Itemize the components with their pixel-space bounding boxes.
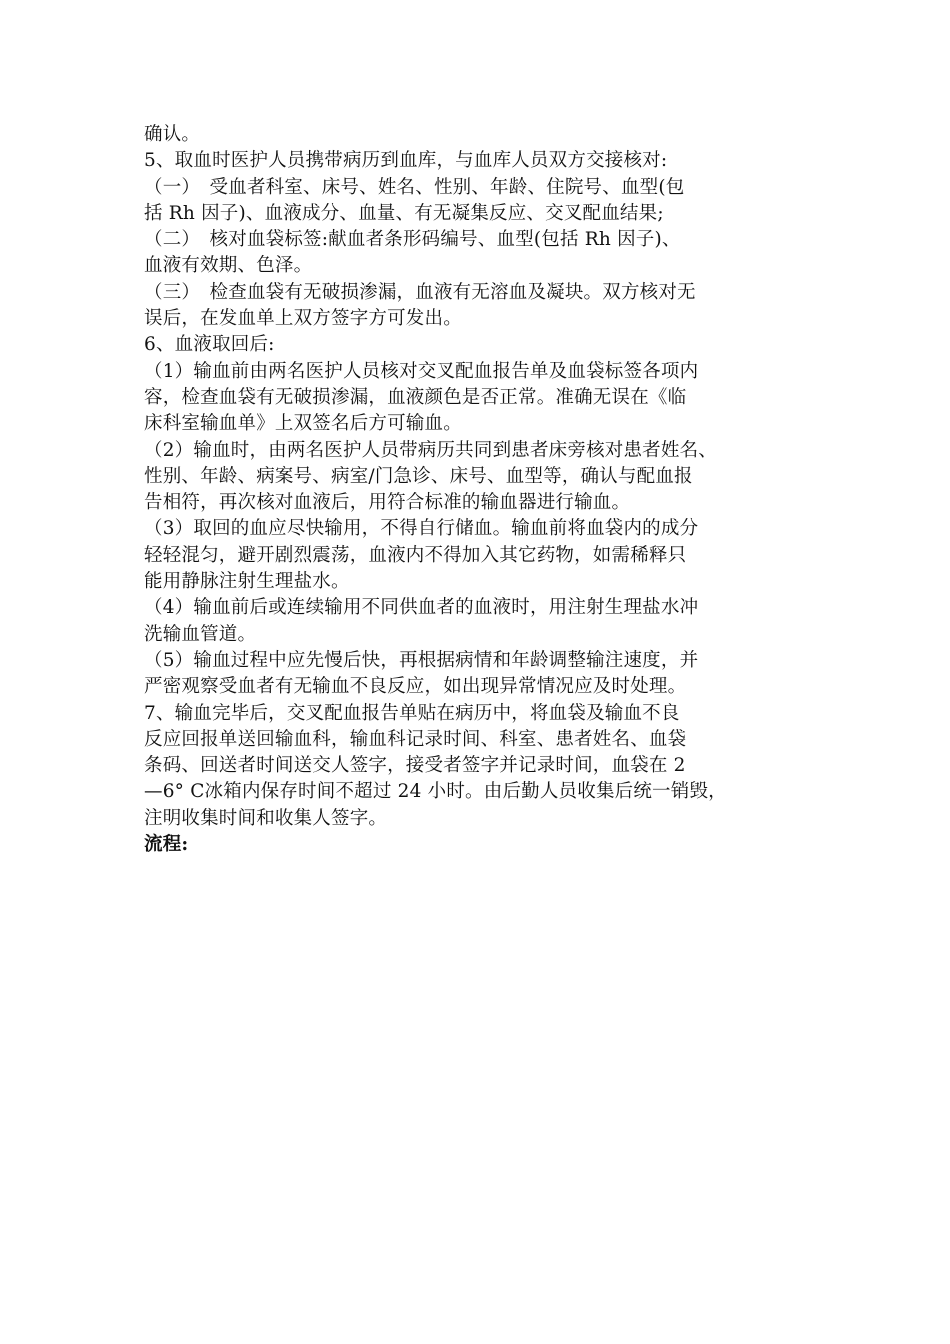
text-line: （5）输血过程中应先慢后快，再根据病情和年龄调整输注速度，并: [144, 649, 699, 671]
text-line: 性别、年龄、病案号、病室/门急诊、床号、血型等，确认与配血报: [144, 465, 693, 487]
text-line: 括 Rh 因子)、血液成分、血量、有无凝集反应、交叉配血结果;: [144, 202, 664, 224]
text-line: 洗输血管道。: [144, 623, 257, 645]
text-line: 血液有效期、色泽。: [144, 255, 313, 277]
text-line: 告相符，再次核对血液后，用符合标准的输血器进行输血。: [144, 492, 631, 514]
text-line: 条码、回送者时间送交人签字，接受者签字并记录时间，血袋在 2: [144, 755, 686, 777]
document-body: [144, 122, 844, 858]
text-line: 5、取血时医护人员携带病历到血库，与血库人员双方交接核对:: [144, 150, 668, 172]
text-line: 误后，在发血单上双方签字方可发出。: [144, 308, 462, 330]
text-line: 能用静脉注射生理盐水。: [144, 571, 350, 593]
text-line: 注明收集时间和收集人签字。: [144, 807, 388, 829]
text-line: 6、血液取回后:: [144, 334, 275, 356]
text-line: （一） 受血者科室、床号、姓名、性别、年龄、住院号、血型(包: [144, 176, 685, 198]
text-line: （二） 核对血袋标签:献血者条形码编号、血型(包括 Rh 因子)、: [144, 229, 681, 251]
text-line: 容，检查血袋有无破损渗漏，血液颜色是否正常。准确无误在《临: [144, 386, 687, 408]
text-line: （3）取回的血应尽快输用，不得自行储血。输血前将血袋内的成分: [144, 518, 699, 540]
text-line: 反应回报单送回输血科，输血科记录时间、科室、患者姓名、血袋: [144, 728, 687, 750]
text-line: 床科室输血单》上双签名后方可输血。: [144, 413, 462, 435]
text-line: （4）输血前后或连续输用不同供血者的血液时，用注射生理盐水冲: [144, 597, 699, 619]
text-line: —6° C冰箱内保存时间不超过 24 小时。由后勤人员收集后统一销毁，: [144, 781, 727, 803]
text-line: 确认。: [144, 124, 201, 145]
section-heading: 流程:: [144, 834, 189, 856]
text-line: （1）输血前由两名医护人员核对交叉配血报告单及血袋标签各项内: [144, 360, 699, 382]
text-line: （三） 检查血袋有无破损渗漏，血液有无溶血及凝块。双方核对无: [144, 281, 696, 303]
text-line: 严密观察受血者有无输血不良反应，如出现异常情况应及时处理。: [144, 676, 687, 698]
text-line: 轻轻混匀，避开剧烈震荡，血液内不得加入其它药物，如需稀释只: [144, 544, 687, 566]
text-line: 7、输血完毕后，交叉配血报告单贴在病历中，将血袋及输血不良: [144, 702, 680, 724]
text-line: （2）输血时，由两名医护人员带病历共同到患者床旁核对患者姓名、: [144, 439, 717, 461]
